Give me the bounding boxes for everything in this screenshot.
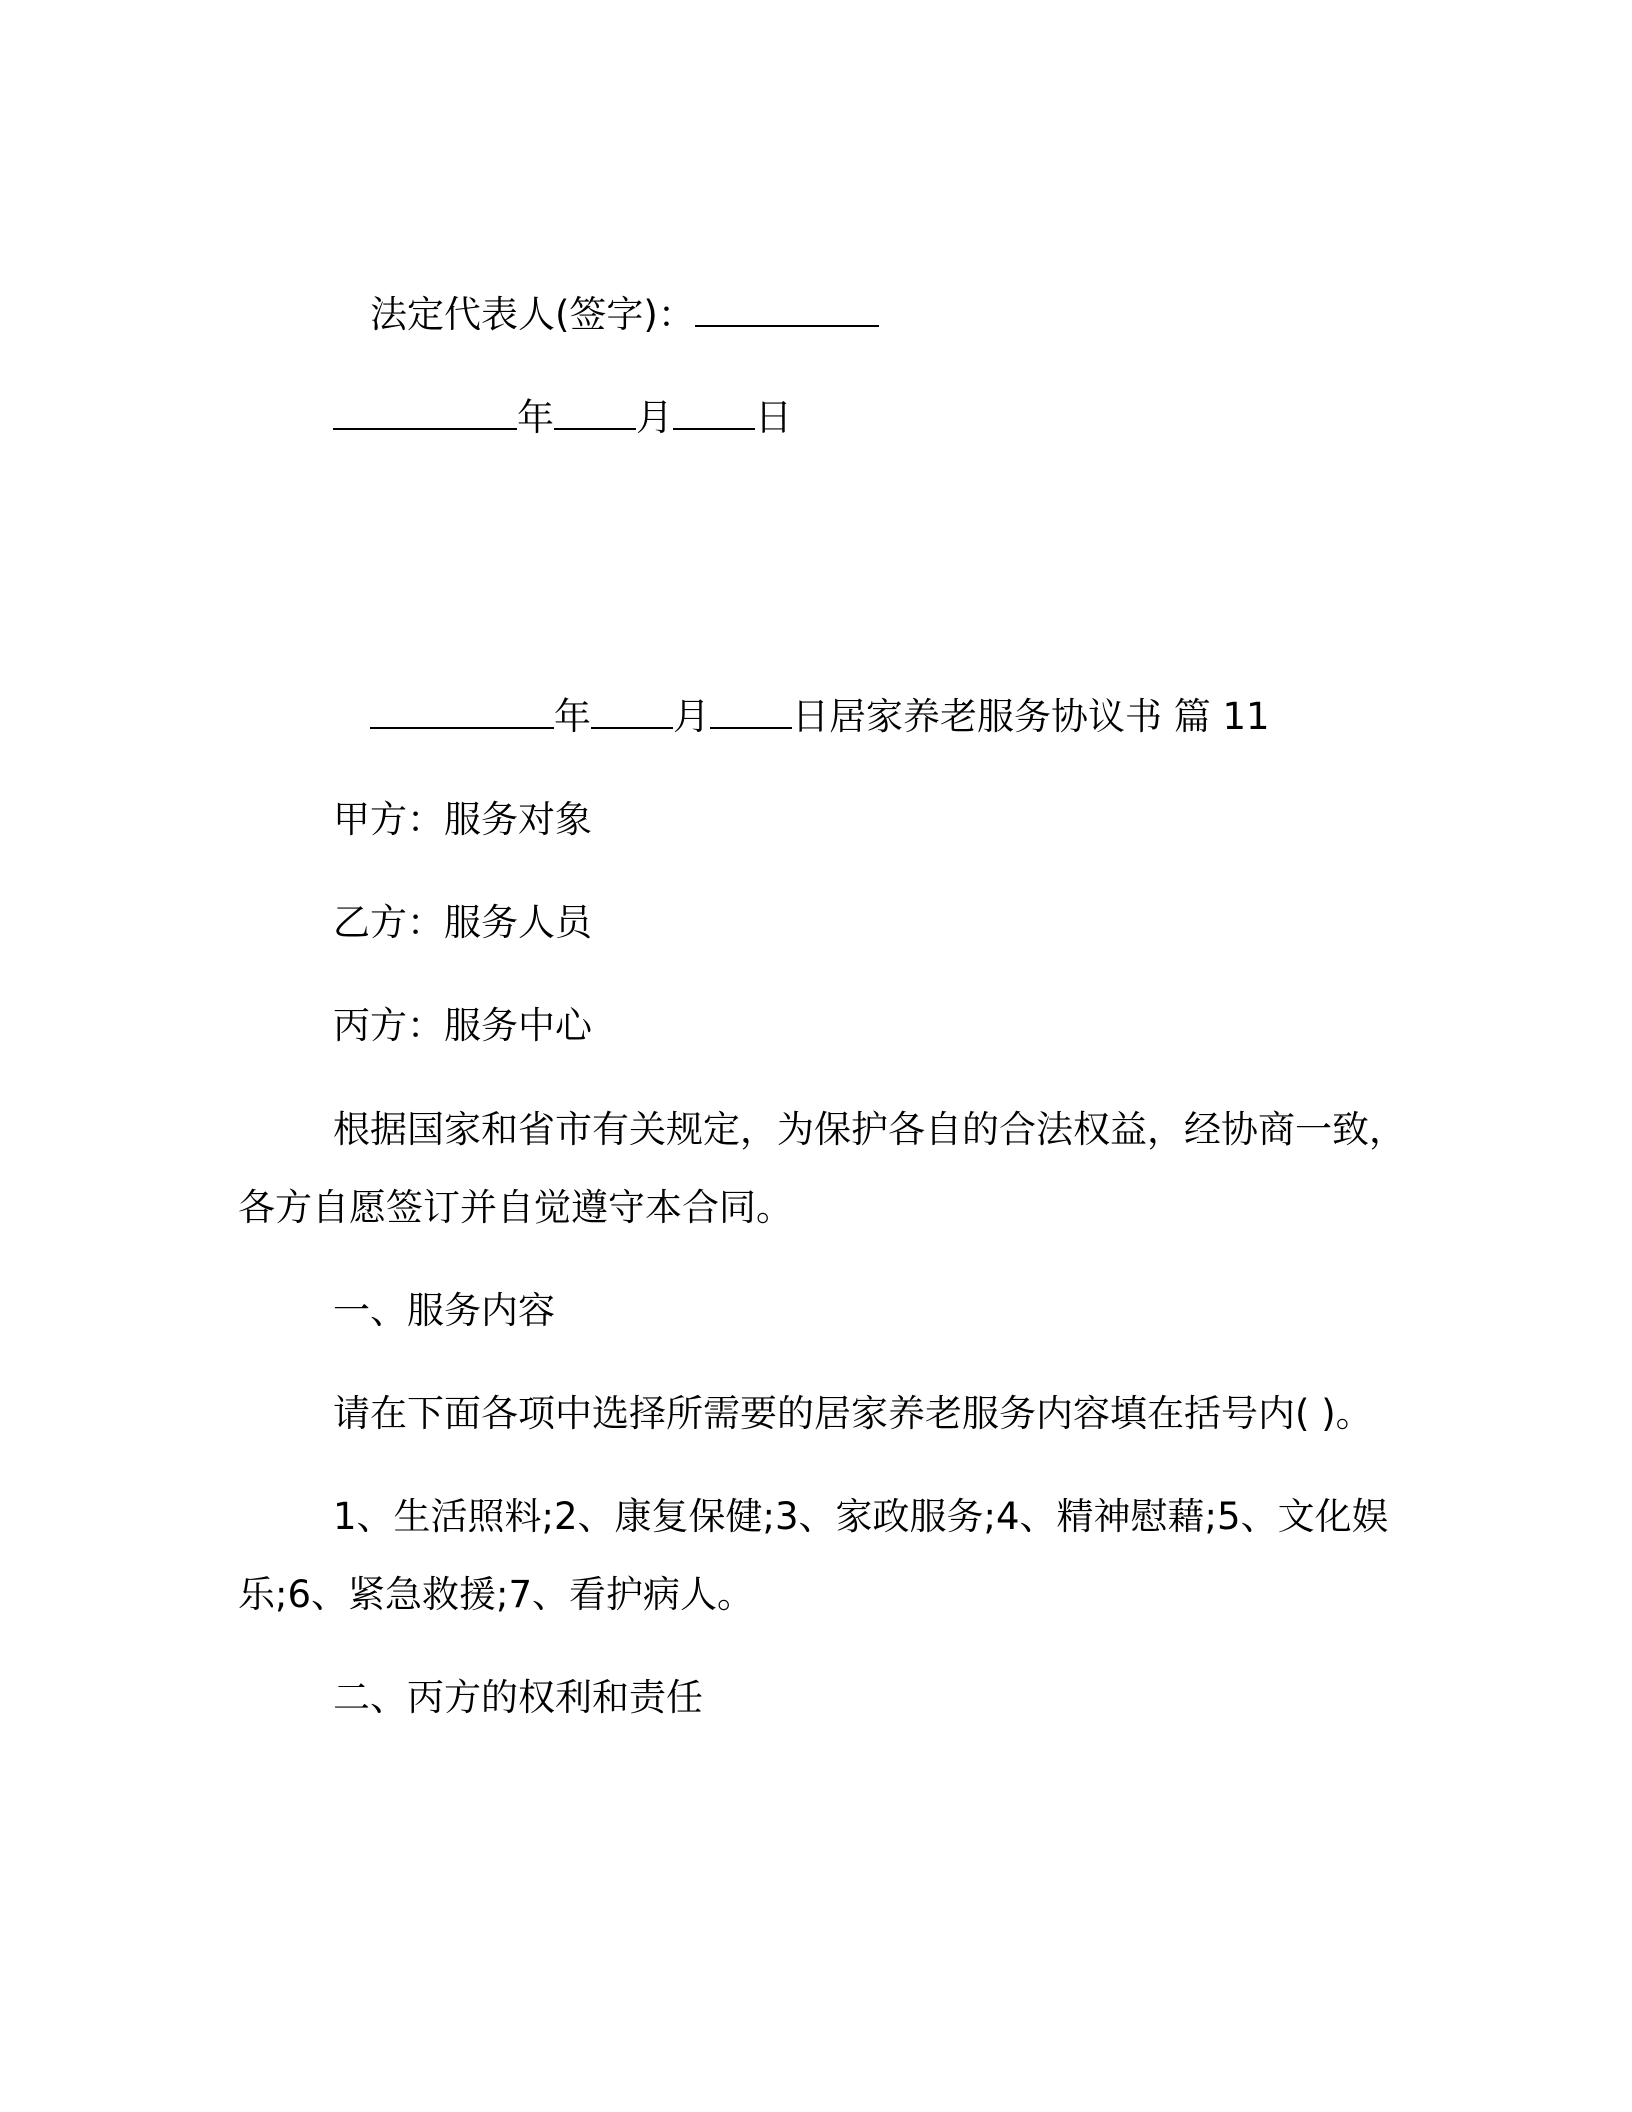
signature-day-blank	[673, 394, 755, 430]
section-1-instruction: 请在下面各项中选择所需要的居家养老服务内容填在括号内( )。	[333, 1392, 1373, 1435]
section-1-title: 一、服务内容	[333, 1289, 555, 1332]
heading-day-blank	[710, 693, 792, 729]
party-a: 甲方：服务对象	[333, 798, 592, 841]
party-b: 乙方：服务人员	[333, 901, 592, 944]
intro-paragraph-line-1: 根据国家和省市有关规定，为保护各自的合法权益，经协商一致，	[333, 1108, 1406, 1151]
legal-representative-label: 法定代表人(签字)：	[370, 293, 695, 336]
heading-month-blank	[591, 693, 673, 729]
intro-paragraph-line-2: 各方自愿签订并自觉遵守本合同。	[238, 1186, 793, 1229]
signature-date-line	[333, 393, 792, 443]
signature-day-label: 日	[755, 396, 792, 439]
section-2-title: 二、丙方的权利和责任	[333, 1676, 703, 1719]
signature-month-blank	[554, 394, 636, 430]
signature-year-blank	[333, 394, 517, 430]
service-items-line-1: 1、生活照料;2、康复保健;3、家政服务;4、精神慰藉;5、文化娱	[333, 1495, 1389, 1538]
legal-representative-signature-blank	[695, 291, 879, 327]
signature-year-label: 年	[517, 396, 554, 439]
heading-year-blank	[370, 693, 554, 729]
heading-month-label: 月	[673, 695, 710, 738]
agreement-heading	[370, 692, 1270, 742]
heading-title: 日居家养老服务协议书 篇 11	[792, 695, 1270, 738]
heading-year-label: 年	[554, 695, 591, 738]
party-c: 丙方：服务中心	[333, 1004, 592, 1047]
service-items-line-2: 乐;6、紧急救援;7、看护病人。	[238, 1573, 755, 1616]
legal-representative-line	[370, 290, 879, 340]
signature-month-label: 月	[636, 396, 673, 439]
